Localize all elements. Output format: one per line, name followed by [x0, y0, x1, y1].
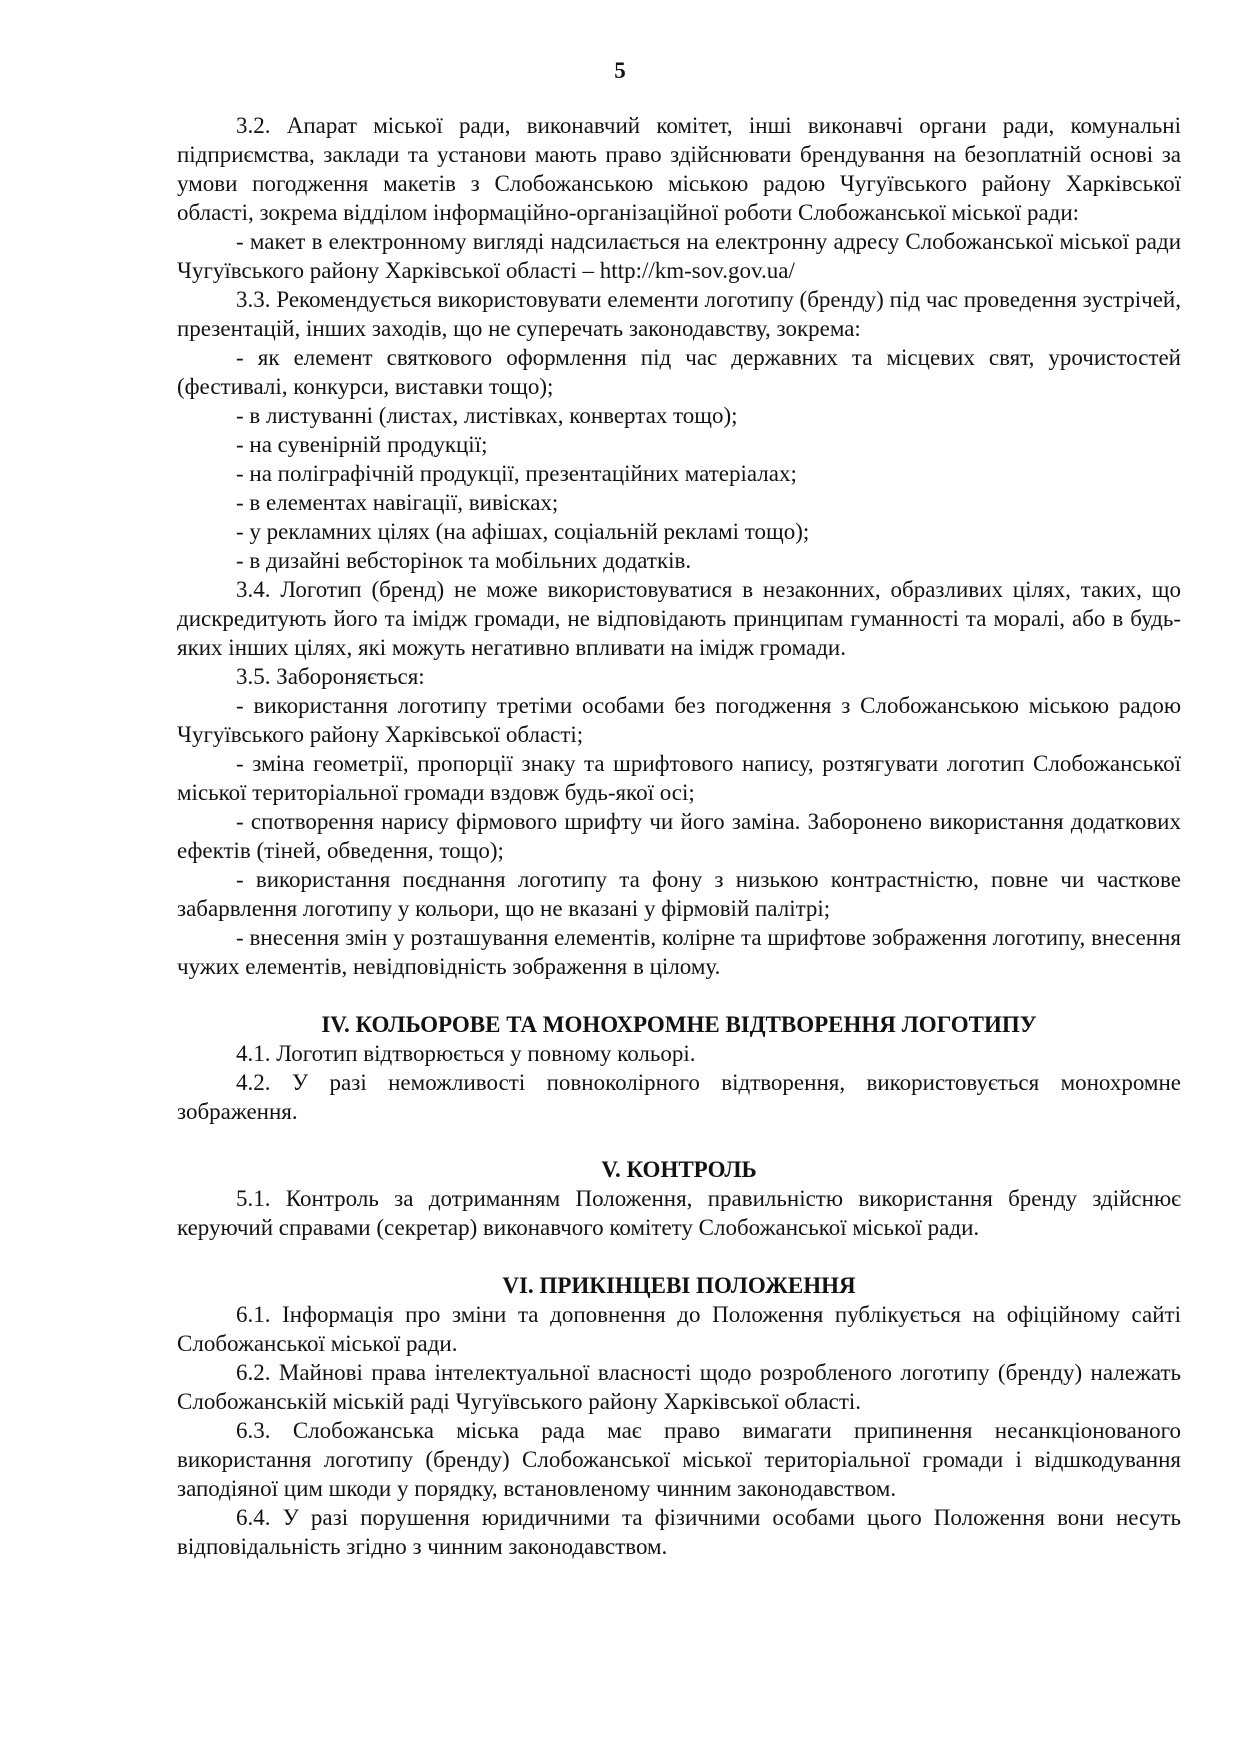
list-item-font-distortion: - спотворення нарису фірмового шрифту чи його заміна. Заборонено використання додаткових ефектів (тіней, обведення, тощо);: [177, 809, 1181, 863]
list-item-advertising: - у рекламних цілях (на афішах, соціальній рекламі тощо);: [236, 519, 810, 544]
paragraph-6-1: 6.1. Інформація про зміни та доповнення до Положення публікується на офіційному сайті Слобожанської міської ради.: [177, 1302, 1181, 1356]
paragraph-6-3: 6.3. Слобожанська міська рада має право вимагати припинення несанкціонованого використання логотипу (бренду) Слобожанської міської територіальної громади і відшкодування заподіяної цим шкоди у порядку, встановленому чинним законодавством.: [177, 1418, 1181, 1501]
list-item-element-changes: - внесення змін у розташування елементів, колірне та шрифтове зображення логотипу, внесення чужих елементів, невідповідність зображення в цілому.: [177, 925, 1181, 979]
paragraph-5-1: 5.1. Контроль за дотриманням Положення, правильністю використання бренду здійснює керуючий справами (секретар) виконавчого комітету Слобожанської міської ради.: [177, 1186, 1181, 1240]
list-item-third-parties: - використання логотипу третіми особами без погодження з Слобожанською міською радою Чугуївського району Харківської області;: [177, 693, 1181, 747]
list-item-geometry-change: - зміна геометрії, пропорції знаку та шрифтового напису, розтягувати логотип Слобожанської міської територіальної громади вздовж будь-якої осі;: [177, 751, 1181, 805]
paragraph-3-3: 3.3. Рекомендується використовувати елементи логотипу (бренду) під час проведення зустрічей, презентацій, інших заходів, що не суперечать законодавству, зокрема:: [177, 287, 1181, 341]
list-item-correspondence: - в листуванні (листах, листівках, конвертах тощо);: [236, 403, 738, 428]
list-item-navigation: - в елементах навігації, вивісках;: [236, 490, 559, 515]
heading-section-v: V. КОНТРОЛЬ: [601, 1157, 757, 1182]
page-number: 5: [614, 58, 626, 83]
paragraph-3-4: 3.4. Логотип (бренд) не може використовуватися в незаконних, образливих цілях, таких, що дискредитують його та імідж громади, не відповідають принципам гуманності та моралі, або в будь-яких інших цілях, які можуть негативно впливати на імідж громади.: [177, 577, 1181, 660]
list-item-email-layout: - макет в електронному вигляді надсилається на електронну адресу Слобожанської міської ради Чугуївського району Харківської області – http://km-sov.gov.ua/: [177, 229, 1181, 283]
paragraph-4-1: 4.1. Логотип відтворюється у повному кольорі.: [236, 1041, 696, 1066]
list-item-web-design: - в дизайні вебсторінок та мобільних додатків.: [236, 548, 692, 573]
document-body: [177, 111, 1181, 1561]
paragraph-6-2: 6.2. Майнові права інтелектуальної власності щодо розробленого логотипу (бренду) належать Слобожанській міській раді Чугуївського району Харківської області.: [177, 1360, 1181, 1414]
list-item-print-production: - на поліграфічній продукції, презентаційних матеріалах;: [236, 461, 797, 486]
heading-section-iv: IV. КОЛЬОРОВЕ ТА МОНОХРОМНЕ ВІДТВОРЕННЯ ЛОГОТИПУ: [321, 1012, 1037, 1037]
heading-section-vi: VI. ПРИКІНЦЕВІ ПОЛОЖЕННЯ: [502, 1273, 856, 1298]
paragraph-6-4: 6.4. У разі порушення юридичними та фізичними особами цього Положення вони несуть відповідальність згідно з чинним законодавством.: [177, 1505, 1181, 1559]
list-item-holidays: - як елемент святкового оформлення під час державних та місцевих свят, урочистостей (фестивалі, конкурси, виставки тощо);: [177, 345, 1181, 399]
paragraph-4-2: 4.2. У разі неможливості повноколірного відтворення, використовується монохромне зображення.: [177, 1070, 1181, 1124]
list-item-low-contrast: - використання поєднання логотипу та фону з низькою контрастністю, повне чи часткове забарвлення логотипу у кольори, що не вказані у фірмовій палітрі;: [177, 867, 1181, 921]
list-item-souvenirs: - на сувенірній продукції;: [236, 432, 488, 457]
paragraph-3-2: 3.2. Апарат міської ради, виконавчий комітет, інші виконавчі органи ради, комунальні підприємства, заклади та установи мають право здійснювати брендування на безоплатній основі за умови погодження макетів з Слобожанською міською радою Чугуївського району Харківської області, зокрема відділом інформаційно-організаційної роботи Слобожанської міської ради:: [177, 113, 1181, 225]
paragraph-3-5: 3.5. Забороняється:: [236, 664, 425, 689]
